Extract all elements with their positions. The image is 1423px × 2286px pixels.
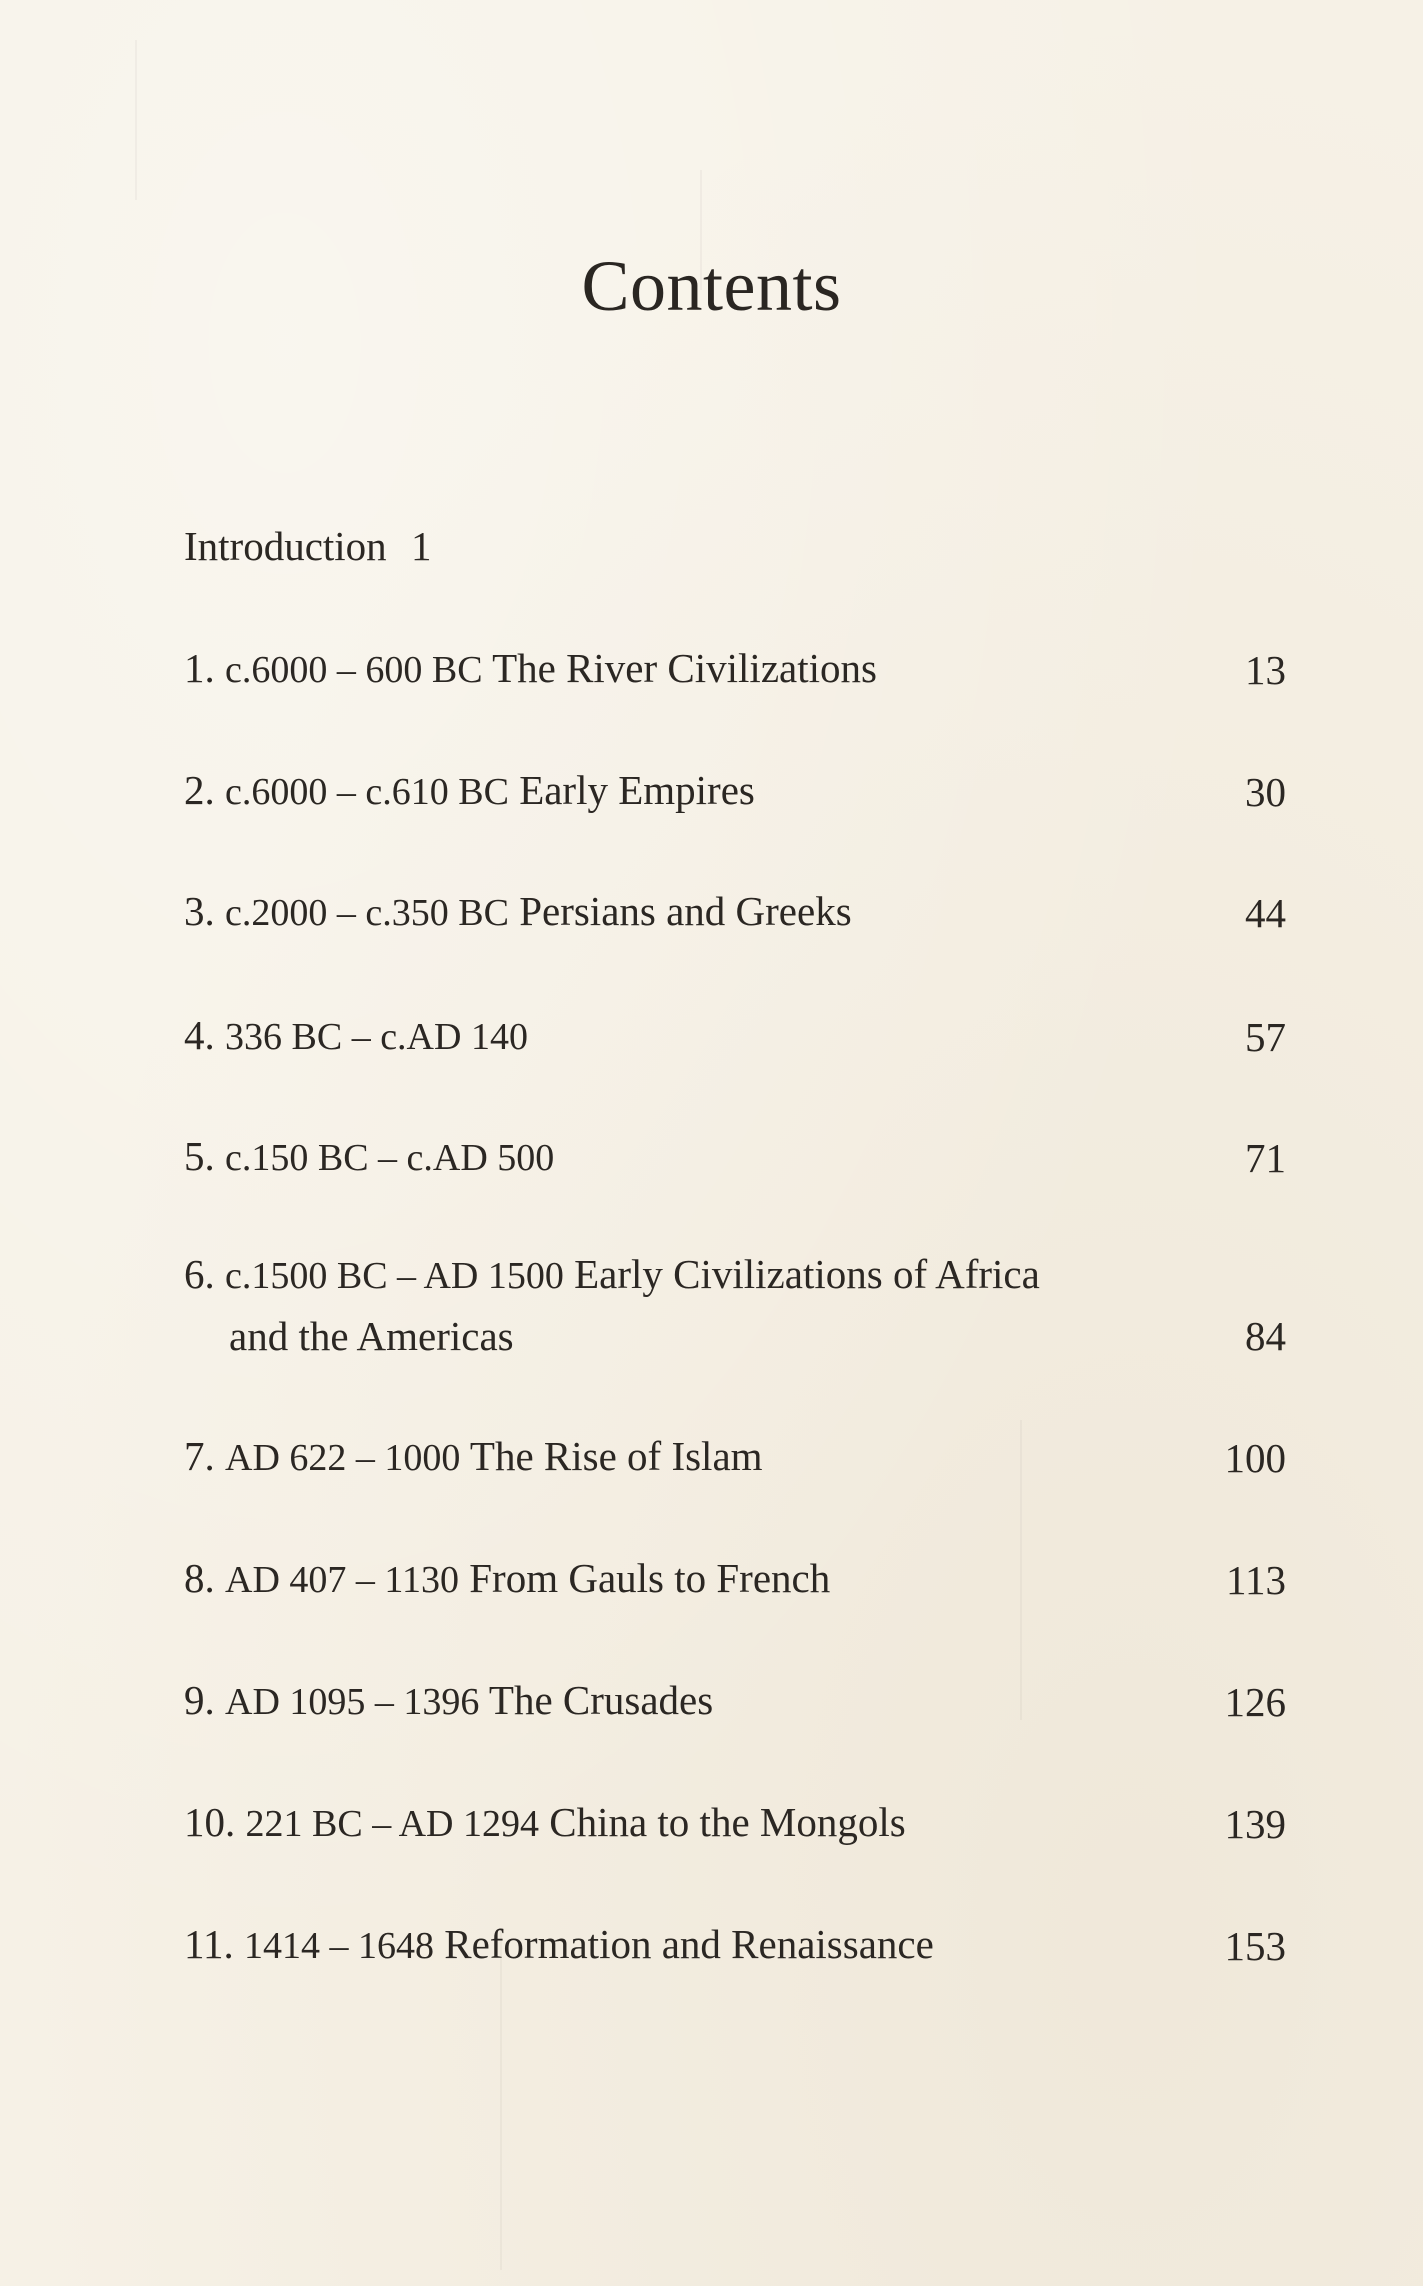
- toc-entry: [184, 1126, 1286, 1188]
- toc-entry: [184, 881, 1286, 943]
- chapter-page: 153: [1224, 1923, 1286, 1969]
- toc-entry: [184, 1792, 1286, 1854]
- chapter-number: 6.: [184, 1251, 215, 1297]
- chapter-title: Reformation and Renaissance: [444, 1921, 934, 1967]
- chapter-number: 2.: [184, 767, 215, 813]
- chapter-dates: AD 622 – 1000: [225, 1437, 461, 1479]
- toc-introduction: [184, 516, 1286, 576]
- introduction-page: 1: [410, 523, 432, 569]
- chapter-dates: 221 BC – AD 1294: [245, 1803, 539, 1845]
- toc-entry: [184, 1914, 1286, 1976]
- chapter-title: From Gauls to French: [469, 1555, 831, 1601]
- toc-entry: [184, 1426, 1286, 1488]
- chapter-dates: AD 1095 – 1396: [225, 1681, 480, 1723]
- chapter-title: The Rise of Islam: [469, 1433, 763, 1479]
- chapter-page: 71: [1245, 1135, 1286, 1181]
- chapter-dates: 336 BC – c.AD 140: [225, 1016, 528, 1058]
- chapter-page: 84: [1245, 1313, 1286, 1359]
- chapter-title-continued: and the Americas: [229, 1313, 514, 1359]
- chapter-dates: AD 407 – 1130: [225, 1559, 459, 1601]
- chapter-title: China to the Mongols: [549, 1799, 906, 1845]
- chapter-number: 9.: [184, 1677, 215, 1723]
- chapter-dates: c.6000 – c.610 BC: [225, 771, 509, 813]
- chapter-number: 1.: [184, 645, 215, 691]
- chapter-page: 44: [1245, 890, 1286, 936]
- toc-entry: [184, 1005, 1286, 1067]
- chapter-number: 7.: [184, 1433, 215, 1479]
- chapter-number: 3.: [184, 888, 215, 934]
- chapter-dates: c.6000 – 600 BC: [225, 649, 483, 691]
- chapter-page: 139: [1224, 1801, 1286, 1847]
- chapter-title: Early Empires: [519, 767, 755, 813]
- chapter-page: 30: [1245, 769, 1286, 815]
- chapter-page: 100: [1224, 1435, 1286, 1481]
- introduction-label: Introduction: [184, 523, 387, 569]
- chapter-dates: c.150 BC – c.AD 500: [225, 1137, 555, 1179]
- page-title: Contents: [581, 246, 842, 326]
- toc-entry: [184, 760, 1286, 822]
- chapter-dates: c.1500 BC – AD 1500: [225, 1255, 564, 1297]
- chapter-title: Persians and Greeks: [519, 888, 852, 934]
- chapter-page: 126: [1224, 1679, 1286, 1725]
- chapter-number: 5.: [184, 1133, 215, 1179]
- toc-entry: [184, 1670, 1286, 1732]
- chapter-number: 10.: [184, 1799, 236, 1845]
- toc-entry: [184, 1548, 1286, 1610]
- toc-entry: [184, 638, 1286, 700]
- chapter-title: Early Civilizations of Africa: [574, 1251, 1040, 1297]
- chapter-title: The Crusades: [488, 1677, 714, 1723]
- chapter-number: 11.: [184, 1921, 234, 1967]
- chapter-dates: 1414 – 1648: [243, 1925, 434, 1967]
- chapter-page: 13: [1245, 647, 1286, 693]
- chapter-number: 4.: [184, 1012, 215, 1058]
- chapter-page: 57: [1245, 1014, 1286, 1060]
- toc-entry: [184, 1244, 1286, 1366]
- chapter-number: 8.: [184, 1555, 215, 1601]
- chapter-title: The River Civilizations: [492, 645, 877, 691]
- chapter-page: 113: [1226, 1557, 1286, 1603]
- chapter-dates: c.2000 – c.350 BC: [225, 892, 509, 934]
